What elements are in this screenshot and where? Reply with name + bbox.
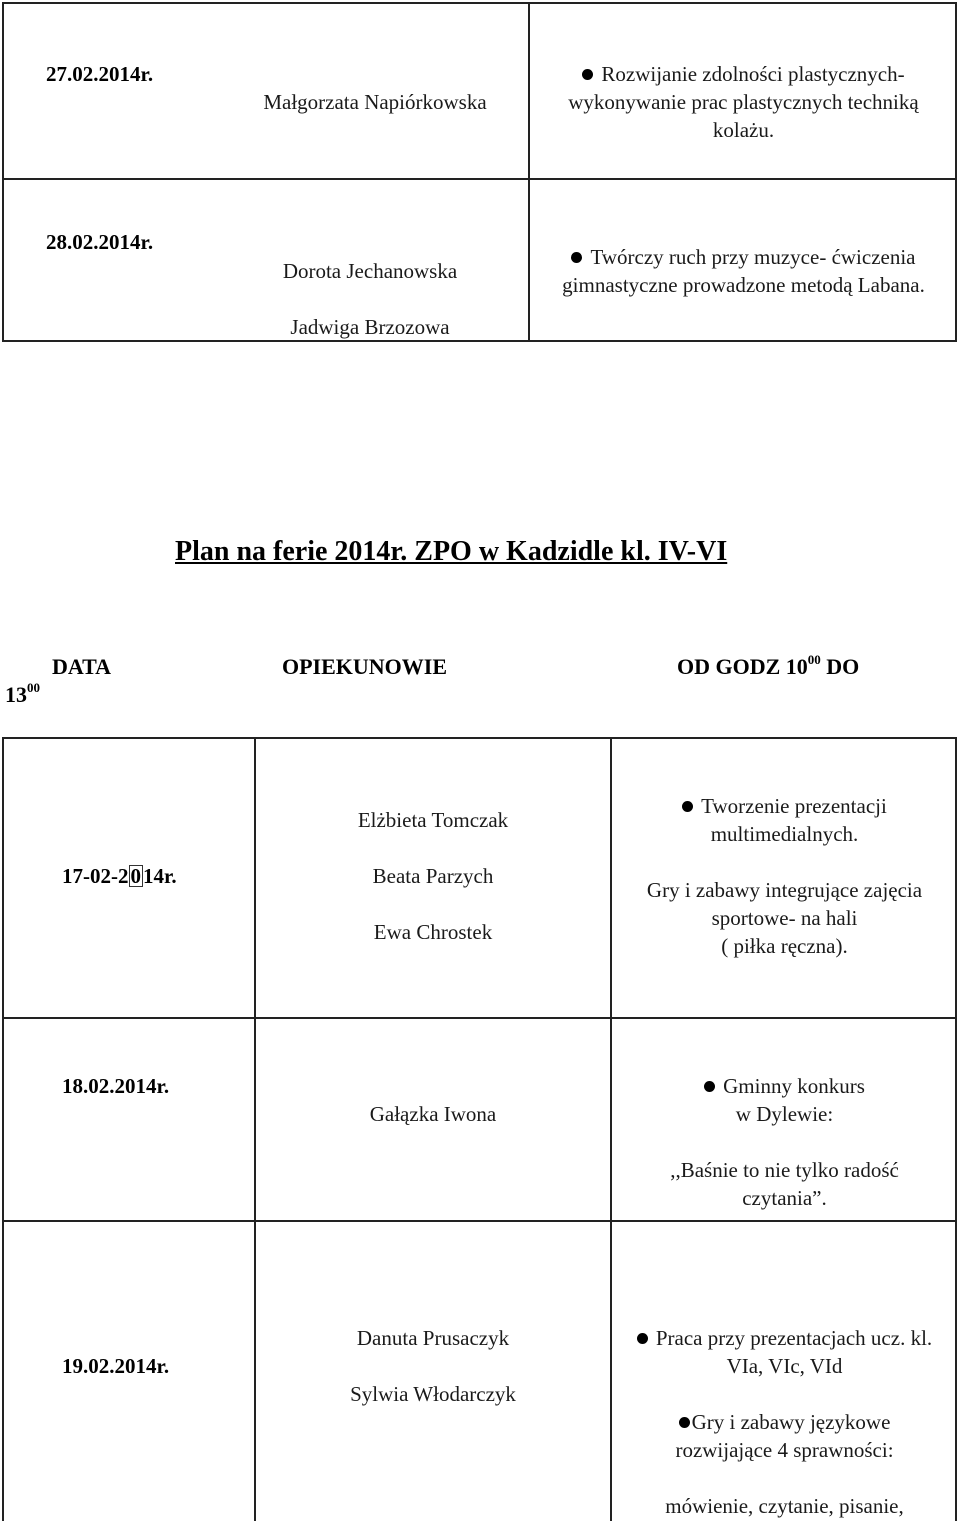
activity-line: Gry i zabawy integrujące zajęcia xyxy=(646,878,923,902)
bullet-icon xyxy=(571,252,582,263)
activity-line: Praca przy prezentacjach ucz. kl. xyxy=(612,1324,957,1352)
caretaker-name: Danuta Prusaczyk xyxy=(356,1326,510,1350)
bullet-icon xyxy=(679,1417,690,1428)
caretaker-name: Małgorzata Napiórkowska xyxy=(263,90,487,114)
date-cell: 19.02.2014r. xyxy=(62,1354,170,1378)
bullet-icon xyxy=(582,69,593,80)
activity-line: Twórczy ruch przy muzyce- ćwiczenia xyxy=(530,243,957,271)
caretaker-name: Ewa Chrostek xyxy=(373,920,493,944)
page-title: Plan na ferie 2014r. ZPO w Kadzidle kl. IV-VI xyxy=(175,536,728,567)
activity-line: w Dylewie: xyxy=(735,1102,834,1126)
activity-line: kolażu. xyxy=(712,118,775,142)
caretaker-name: Dorota Jechanowska xyxy=(282,259,458,283)
activity-line: ( piłka ręczna). xyxy=(721,934,848,958)
schedule-row-divider xyxy=(2,1017,957,1019)
activity-line: gimnastyczne prowadzone metodą Labana. xyxy=(562,273,925,297)
activity-line: multimedialnych. xyxy=(710,822,859,846)
activity-line: Gminny konkurs xyxy=(612,1072,957,1100)
caretaker-name: Jadwiga Brzozowa xyxy=(290,315,450,339)
activity-line: Tworzenie prezentacji xyxy=(612,792,957,820)
date-cell: 17-02-2014r. xyxy=(62,864,177,888)
caretaker-name: Elżbieta Tomczak xyxy=(357,808,509,832)
caretaker-name: Beata Parzych xyxy=(372,864,494,888)
header-hours: OD GODZ $10^{00}$ DO xyxy=(677,651,860,679)
activity-line: Rozwijanie zdolności plastycznych- xyxy=(530,60,957,88)
date-cell: 27.02.2014r. xyxy=(46,62,154,86)
activity-line: VIa, VIc, VId xyxy=(726,1354,843,1378)
header-date: DATA xyxy=(52,654,112,679)
caretaker-name: Gałązka Iwona xyxy=(369,1102,497,1126)
date-cell: 28.02.2014r. xyxy=(46,230,154,254)
top-table-row-divider xyxy=(2,178,957,180)
schedule-table-divider-2 xyxy=(610,737,612,1521)
header-caretakers: OPIEKUNOWIE xyxy=(282,654,448,679)
header-hours-end: $13^{00}$ xyxy=(5,679,40,707)
bullet-icon xyxy=(637,1333,648,1344)
bullet-icon xyxy=(682,801,693,812)
activity-line: sportowe- na hali xyxy=(711,906,858,930)
activity-line: wykonywanie prac plastycznych techniką xyxy=(568,90,919,114)
date-cell: 18.02.2014r. xyxy=(62,1074,170,1098)
activity-line: Gry i zabawy językowe xyxy=(612,1408,957,1436)
text-cursor: 0 xyxy=(130,864,141,888)
activity-line: czytania”. xyxy=(742,1186,827,1210)
bullet-icon xyxy=(704,1081,715,1092)
caretaker-name: Sylwia Włodarczyk xyxy=(350,1382,516,1406)
activity-line: rozwijające 4 sprawności: xyxy=(675,1438,894,1462)
activity-line: mówienie, czytanie, pisanie, xyxy=(665,1494,904,1518)
activity-line: ,,Baśnie to nie tylko radość xyxy=(670,1158,899,1182)
schedule-row-divider xyxy=(2,1220,957,1222)
